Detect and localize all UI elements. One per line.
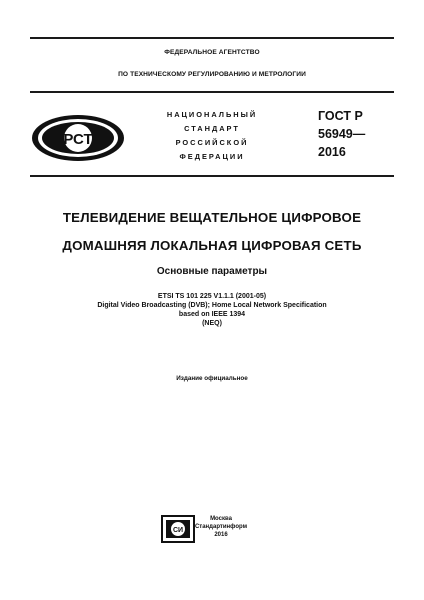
title-line2: ДОМАШНЯЯ ЛОКАЛЬНАЯ ЦИФРОВАЯ СЕТЬ — [62, 238, 362, 253]
rst-logo-icon — [30, 113, 126, 163]
publication-year: 2016 — [214, 532, 228, 538]
national-line-1: НАЦИОНАЛЬНЫЙ — [166, 110, 258, 119]
title-rule — [30, 175, 394, 177]
header-rule — [30, 91, 394, 93]
gost-designation-line1: ГОСТ Р — [318, 109, 363, 123]
gost-designation-line3: 2016 — [318, 145, 346, 159]
edition-label: Издание официальное — [176, 375, 248, 382]
agency-name-line2: ПО ТЕХНИЧЕСКОМУ РЕГУЛИРОВАНИЮ И МЕТРОЛОГИИ — [118, 71, 306, 78]
subtitle: Основные параметры — [156, 266, 268, 277]
reference-line4: (NEQ) — [202, 320, 222, 327]
agency-name-line1: ФЕДЕРАЛЬНОЕ АГЕНТСТВО — [164, 49, 260, 56]
reference-line3: based on IEEE 1394 — [178, 311, 246, 318]
national-line-2: СТАНДАРТ — [184, 124, 240, 133]
title-line1: ТЕЛЕВИДЕНИЕ ВЕЩАТЕЛЬНОЕ ЦИФРОВОЕ — [62, 210, 362, 225]
reference-line1: ETSI TS 101 225 V1.1.1 (2001-05) — [157, 293, 267, 300]
svg-text:РСТ: РСТ — [63, 131, 93, 148]
publisher-logo-icon — [161, 515, 195, 543]
publisher-city: Москва — [210, 516, 232, 522]
national-line-4: ФЕДЕРАЦИИ — [179, 152, 245, 161]
svg-text:СИ: СИ — [172, 527, 184, 534]
top-rule — [30, 37, 394, 39]
national-line-3: РОССИЙСКОЙ — [175, 138, 249, 147]
gost-designation-line2: 56949— — [318, 127, 366, 141]
publisher-name: Стандартинформ — [194, 524, 248, 530]
reference-line2: Digital Video Broadcasting (DVB); Home Local Network Specification — [97, 302, 327, 309]
